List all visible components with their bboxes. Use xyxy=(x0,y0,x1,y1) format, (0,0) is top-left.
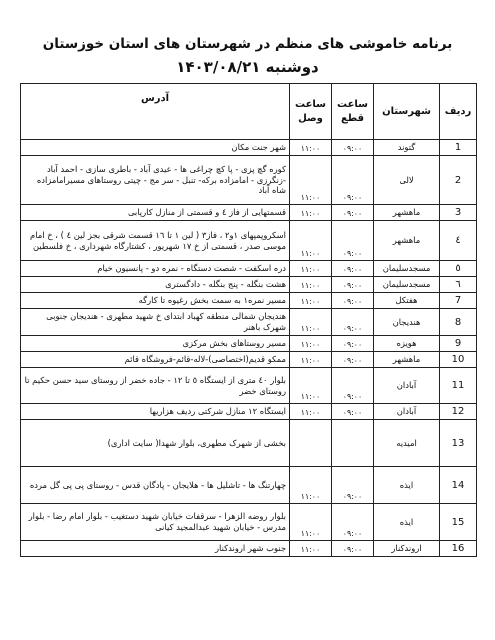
cut-time: ۰۹:۰۰ xyxy=(332,277,374,293)
table-header-row xyxy=(21,84,477,140)
table-row xyxy=(21,420,477,467)
address-text: شهر جنت مکان xyxy=(21,140,290,156)
city-name: مسجدسلیمان xyxy=(374,261,440,277)
header-city: شهرستان xyxy=(374,84,440,140)
row-number: 10 xyxy=(440,352,477,368)
connect-time: ۱۱:۰۰ xyxy=(290,309,332,336)
address-text: کوره گچ پزی - پا کچ چراغی ها - عیدی آباد - باطری سازی - احمد آباد -زنگرزی - امامزاده برکه- تنبل - سر مج - چیتی روستاهای مسیرامامزاده شاه آباد xyxy=(21,156,290,205)
connect-time: ۱۱:۰۰ xyxy=(290,205,332,221)
row-number: 7 xyxy=(440,293,477,309)
city-name: مسجدسلیمان xyxy=(374,277,440,293)
cut-time: ۰۹:۰۰ xyxy=(332,368,374,404)
city-name: اروندکنار xyxy=(374,541,440,557)
table-row xyxy=(21,309,477,336)
connect-time: ۱۱:۰۰ xyxy=(290,368,332,404)
row-number: 2 xyxy=(440,156,477,205)
connect-time: ۱۱:۰۰ xyxy=(290,277,332,293)
address-text: اسکروپمپهای ۱و۲ ، فاز۳ ( لین ۱ تا ۱٦ قسمت شرقی بجز لین ٤ ) ، خ امام موسی صدر ، قسمتی از خ ۱۷ شهریور ، کشتارگاه شهرداری ، خ فلسطین xyxy=(21,221,290,261)
address-text: مسیر روستاهای بخش مرکزی xyxy=(21,336,290,352)
table-row xyxy=(21,261,477,277)
table-row xyxy=(21,205,477,221)
header-row-number: ردیف xyxy=(440,84,477,140)
cut-time: ۰۹:۰۰ xyxy=(332,156,374,205)
row-number: 13 xyxy=(440,420,477,467)
table-row xyxy=(21,504,477,541)
row-number: 15 xyxy=(440,504,477,541)
cut-time: ۰۹:۰۰ xyxy=(332,140,374,156)
connect-time xyxy=(290,420,332,467)
row-number: 3 xyxy=(440,205,477,221)
cut-time: ۰۹:۰۰ xyxy=(332,352,374,368)
cut-time: ۰۹:۰۰ xyxy=(332,261,374,277)
row-number: ٥ xyxy=(440,261,477,277)
cut-time: ۰۹:۰۰ xyxy=(332,467,374,504)
row-number: 9 xyxy=(440,336,477,352)
header-address: آدرس xyxy=(21,84,290,140)
city-name: امیدیه xyxy=(374,420,440,467)
connect-time: ۱۱:۰۰ xyxy=(290,156,332,205)
cut-time: ۰۹:۰۰ xyxy=(332,336,374,352)
connect-time: ۱۱:۰۰ xyxy=(290,336,332,352)
document-date: دوشنبه ۱۴۰۳/۰۸/۲۱ xyxy=(176,58,319,76)
table-row xyxy=(21,368,477,404)
connect-time: ۱۱:۰۰ xyxy=(290,221,332,261)
connect-time: ۱۱:۰۰ xyxy=(290,140,332,156)
row-number: ٤ xyxy=(440,221,477,261)
city-name: آبادان xyxy=(374,404,440,420)
row-number: 16 xyxy=(440,541,477,557)
city-name: ایذه xyxy=(374,504,440,541)
address-text: ایستگاه ۱۲ منازل شرکتی ردیف هزاریها xyxy=(21,404,290,420)
address-text: قسمتهایی از فاز ٤ و قسمتی از منازل کارپابی xyxy=(21,205,290,221)
header-cut-time: ساعت قطع xyxy=(332,84,374,140)
cut-time xyxy=(332,420,374,467)
table-row xyxy=(21,404,477,420)
row-number: 11 xyxy=(440,368,477,404)
table-row xyxy=(21,336,477,352)
city-name: گتوند xyxy=(374,140,440,156)
table-row xyxy=(21,277,477,293)
table-row xyxy=(21,467,477,504)
connect-time: ۱۱:۰۰ xyxy=(290,261,332,277)
cut-time: ۰۹:۰۰ xyxy=(332,221,374,261)
address-text: بلوار روضه الزهرا - سرقفات خیابان شهید دستغیب - بلوار امام رضا - بلوار مدرس - خیابان شهید عبدالمجید کیانی xyxy=(21,504,290,541)
row-number: 14 xyxy=(440,467,477,504)
connect-time: ۱۱:۰۰ xyxy=(290,352,332,368)
cut-time: ۰۹:۰۰ xyxy=(332,404,374,420)
connect-time: ۱۱:۰۰ xyxy=(290,504,332,541)
table-row xyxy=(21,221,477,261)
table-row xyxy=(21,352,477,368)
city-name: ماهشهر xyxy=(374,205,440,221)
address-text: بخشی از شهرک مطهری، بلوار شهدا( سایت اداری) xyxy=(21,420,290,467)
header-connect-time: ساعت وصل xyxy=(290,84,332,140)
row-number: 1 xyxy=(440,140,477,156)
row-number: ٦ xyxy=(440,277,477,293)
cut-time: ۰۹:۰۰ xyxy=(332,205,374,221)
table-row xyxy=(21,156,477,205)
address-text: دره اسکفت - شصت دستگاه - نمره دو - پانسیون خیام xyxy=(21,261,290,277)
table-row xyxy=(21,293,477,309)
city-name: هویزه xyxy=(374,336,440,352)
cut-time: ۰۹:۰۰ xyxy=(332,309,374,336)
document-title: برنامه خاموشی های منظم در شهرستان های استان خوزستان xyxy=(42,36,453,52)
address-text: بلوار ٤۰ متری از ایستگاه ٥ تا ۱۲ - جاده خضر از روستای سید حسن حکیم تا روستای خضر xyxy=(21,368,290,404)
address-text: چهارتنگ ها - تاشلیل ها - هلایجان - پادگان قدس - روستای پی پی گل مرده xyxy=(21,467,290,504)
city-name: ماهشهر xyxy=(374,352,440,368)
table-row xyxy=(21,541,477,557)
row-number: 8 xyxy=(440,309,477,336)
row-number: 12 xyxy=(440,404,477,420)
outage-schedule-table xyxy=(20,83,477,557)
address-text: هشت بنگله - پنج بنگله - دادگستری xyxy=(21,277,290,293)
address-text: جنوب شهر اروندکنار xyxy=(21,541,290,557)
city-name: هفتکل xyxy=(374,293,440,309)
city-name: آبادان xyxy=(374,368,440,404)
address-text: مسیر نمره۱ به سمت بخش رغیوه تا کارگه xyxy=(21,293,290,309)
connect-time: ۱۱:۰۰ xyxy=(290,541,332,557)
city-name: ماهشهر xyxy=(374,221,440,261)
connect-time: ۱۱:۰۰ xyxy=(290,404,332,420)
cut-time: ۰۹:۰۰ xyxy=(332,293,374,309)
address-text: هندیجان شمالی منطقه کهباد ابتدای خ شهید مطهری - هندیجان جنوبی شهرک باهنر xyxy=(21,309,290,336)
city-name: لالی xyxy=(374,156,440,205)
address-text: ممکو قدیم(اختصاصی)-لاله-قائم-فروشگاه قائم xyxy=(21,352,290,368)
city-name: ایذه xyxy=(374,467,440,504)
city-name: هندیجان xyxy=(374,309,440,336)
cut-time: ۰۹:۰۰ xyxy=(332,541,374,557)
cut-time: ۰۹:۰۰ xyxy=(332,504,374,541)
table-row xyxy=(21,140,477,156)
connect-time: ۱۱:۰۰ xyxy=(290,293,332,309)
connect-time: ۱۱:۰۰ xyxy=(290,467,332,504)
